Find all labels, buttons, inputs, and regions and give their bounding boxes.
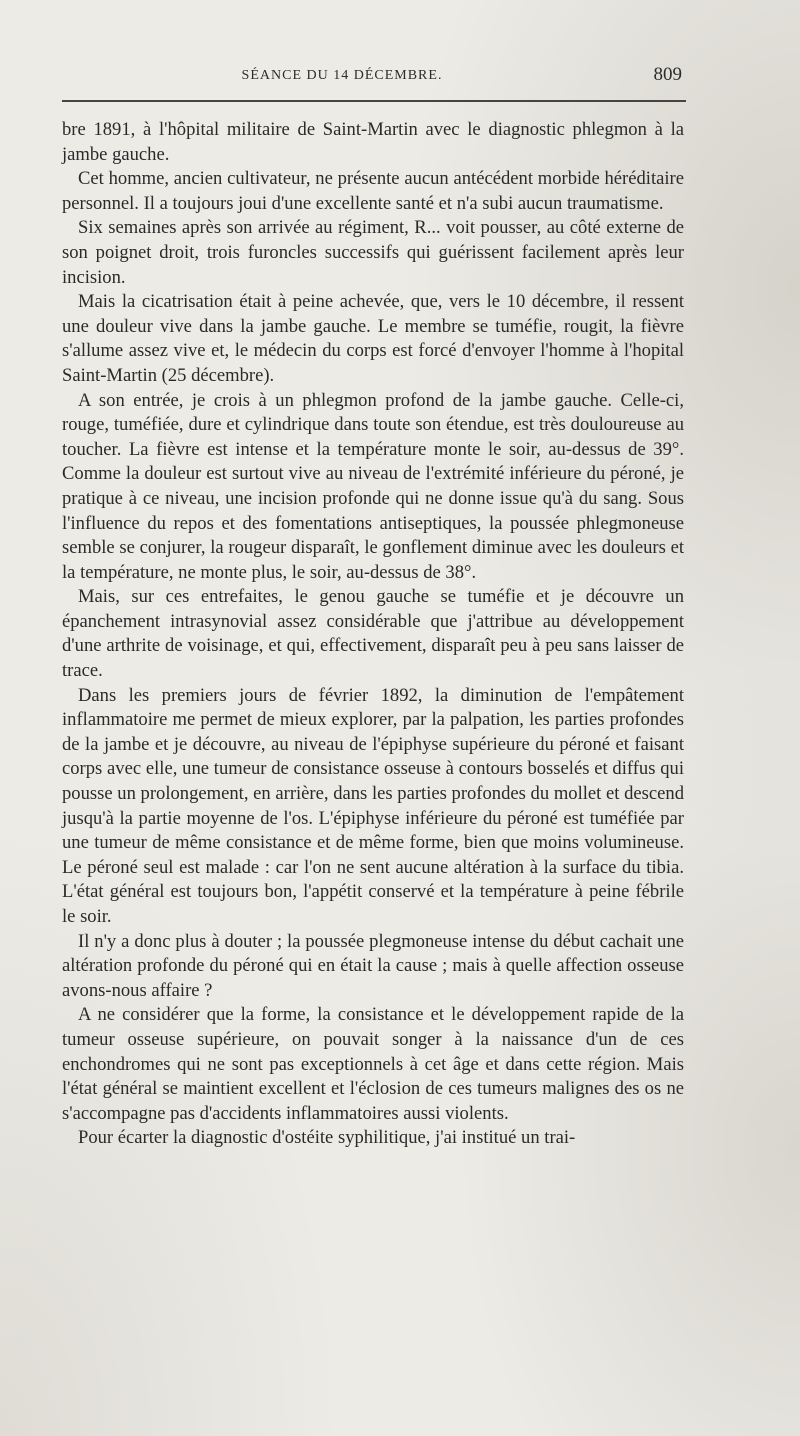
body-text xyxy=(62,118,684,1151)
page-number: 809 xyxy=(653,64,682,85)
paragraph: A ne considérer que la forme, la consistance et le développement rapide de la tumeur osseuse supérieure, on pouvait songer à la naissance d'un de ces enchondromes qui ne sont pas exceptionnels à cet âge et dans cette région. Mais l'état général se maintient excellent et l'éclosion de ces tumeurs malignes des os ne s'accompagne pas d'accidents inflammatoires aussi violents. xyxy=(62,1004,684,1124)
paragraph: Mais, sur ces entrefaites, le genou gauche se tuméfie et je découvre un épanchement intrasynovial assez considérable que j'attribue au développement d'une arthrite de voisinage, et qui, effectivement, disparaît peu à peu sans laisser de trace. xyxy=(62,586,684,682)
header-rule xyxy=(62,100,686,102)
paragraph: A son entrée, je crois à un phlegmon profond de la jambe gauche. Celle-ci, rouge, tuméfiée, dure et cylindrique dans toute son étendue, est très douloureuse au toucher. La fièvre est intense et la température monte le soir, au-dessus de 39°. Comme la douleur est surtout vive au niveau de l'extrémité inférieure du péroné, je pratique à ce niveau, une incision profonde qui ne donne issue qu'à du sang. Sous l'influence du repos et des fomentations antiseptiques, la poussée phlegmoneuse semble se conjurer, la rougeur disparaît, le gonflement diminue avec les douleurs et la température, ne monte plus, le soir, au-dessus de 38°. xyxy=(62,389,684,583)
paragraph: Pour écarter la diagnostic d'ostéite syphilitique, j'ai institué un trai- xyxy=(78,1127,576,1149)
running-title: SÉANCE DU 14 DÉCEMBRE. xyxy=(241,68,443,83)
paragraph: Mais la cicatrisation était à peine achevée, que, vers le 10 décembre, il ressent une douleur vive dans la jambe gauche. Le membre se tuméfie, rougit, la fièvre s'allume assez vive et, le médecin du corps est forcé d'envoyer l'homme à l'hopital Saint-Martin (25 décembre). xyxy=(62,291,684,386)
paragraph: Il n'y a donc plus à douter ; la poussée plegmoneuse intense du début cachait une altération profonde du péroné qui en était la cause ; mais à quelle affection osseuse avons-nous affaire ? xyxy=(62,930,684,1001)
paragraph: Cet homme, ancien cultivateur, ne présente aucun antécédent morbide héréditaire personnel. Il a toujours joui d'une excellente santé et n'a subi aucun traumatisme. xyxy=(62,168,684,214)
running-head xyxy=(62,64,682,88)
paragraph: bre 1891, à l'hôpital militaire de Saint-Martin avec le diagnostic phlegmon à la jambe gauche. xyxy=(62,119,684,165)
paragraph: Six semaines après son arrivée au régiment, R... voit pousser, au côté externe de son poignet droit, trois furoncles successifs qui guérissent facilement après leur incision. xyxy=(62,217,684,288)
paragraph: Dans les premiers jours de février 1892, la diminution de l'empâtement inflammatoire me permet de mieux explorer, par la palpation, les parties profondes de la jambe et je découvre, au niveau de l'épiphyse supérieure du péroné et faisant corps avec elle, une tumeur de consistance osseuse à contours bosselés et diffus qui pousse un prolongement, en arrière, dans les parties profondes du mollet et descend jusqu'à la partie moyenne de l'os. L'épiphyse inférieure du péroné est tuméfiée par une tumeur de même consistance et de même forme, bien que moins volumineuse. Le péroné seul est malade : car l'on ne sent aucune altération à la surface du tibia. L'état général est toujours bon, l'appétit conservé et la température à peine fébrile le soir. xyxy=(62,684,684,927)
